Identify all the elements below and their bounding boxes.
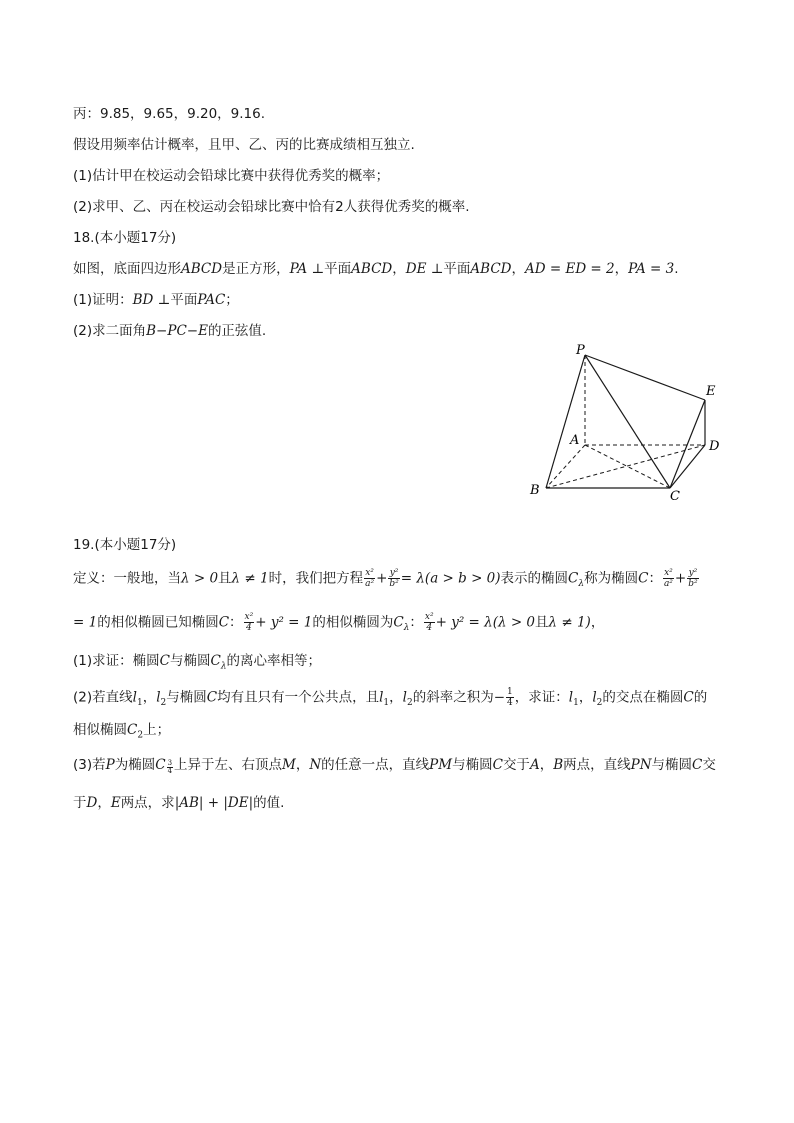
q19-def-text: 定义：一般地，当 — [73, 570, 181, 587]
label-C: C — [670, 489, 680, 504]
q19-def2-math: = 1 — [73, 614, 98, 631]
q18-p1-math: PAC — [197, 292, 226, 308]
q19-def2-math: + y² = 1 — [255, 614, 313, 631]
q19-def-math: C — [568, 570, 579, 587]
q19-def-text: 时，我们把方程 — [268, 570, 364, 587]
q19-p3-math: C — [492, 757, 503, 773]
q18-stem-math: PA ⊥ — [289, 261, 325, 277]
q19-p3-text: 上异于左、右顶点 — [174, 757, 283, 773]
q19-def2-text: 的相似椭圆为 — [312, 614, 394, 631]
q19-def-text: 称为椭圆 — [584, 570, 639, 587]
q17-assumption: 假设用频率估计概率，且甲、乙、丙的比赛成绩相互独立. — [73, 137, 415, 153]
q19-p3-math: C — [692, 757, 703, 773]
plus-sign: + — [674, 570, 687, 587]
edge-BD — [546, 445, 705, 488]
q19-p2b-text: 上； — [143, 722, 171, 738]
q19-p3-text: 与椭圆 — [651, 757, 693, 773]
numerator: 1 — [507, 687, 513, 697]
fraction — [663, 568, 674, 589]
q19-def2-math: + y² = λ(λ > 0 — [435, 614, 536, 631]
numerator: y² — [688, 568, 698, 578]
q18-part1 — [73, 290, 239, 310]
q17-part1: (1)估计甲在校运动会铅球比赛中获得优秀奖的概率； — [73, 168, 390, 184]
q19-p3-math: P — [105, 757, 115, 773]
q19-p3-math: B — [553, 757, 564, 773]
q18-stem-text: ， — [392, 261, 406, 277]
q18-stem — [73, 259, 679, 279]
q19-p2-math: C — [683, 689, 694, 706]
q19-p3-text: 与椭圆 — [452, 757, 493, 773]
edge-CE — [670, 400, 705, 488]
subscript: 2 — [596, 698, 603, 709]
q19-header: 19.(本小题17分) — [73, 537, 177, 553]
q19-def-text: ： — [648, 570, 662, 587]
q19-p3-text: 为椭圆 — [114, 757, 156, 773]
q19-p1-text: 的离心率相等； — [226, 653, 322, 669]
subscript: λ — [220, 661, 227, 672]
q19-p1-math: C — [210, 653, 221, 669]
q18-p1-text: ； — [225, 292, 239, 308]
subscript: 1 — [573, 698, 579, 709]
plus-sign: + — [376, 570, 388, 587]
subscript: 2 — [406, 698, 413, 709]
fraction-subscript — [167, 760, 173, 775]
q18-stem-math: ABCD — [470, 261, 512, 277]
q19-part2-cont — [73, 720, 170, 746]
q19-part1 — [73, 651, 321, 677]
q19-def2-text: ， — [590, 614, 605, 631]
q19-p3-text: ， — [539, 757, 554, 773]
label-D: D — [709, 439, 720, 454]
denominator: 4 — [246, 623, 252, 633]
q18-p2-text: 的正弦值. — [207, 323, 267, 339]
q19-p2-math: l — [402, 689, 407, 706]
fraction — [506, 687, 514, 708]
q19-p3b-text: ， — [97, 795, 111, 811]
denominator: a² — [365, 579, 375, 589]
q19-def2-text: 的相似椭圆已知椭圆 — [97, 614, 219, 631]
q18-stem-math: ABCD — [181, 261, 223, 277]
q19-p2-text: 均有且只有一个公共点，且 — [217, 689, 380, 706]
q18-stem-text: ， — [614, 261, 629, 277]
label-E: E — [706, 384, 716, 399]
q19-p3-text: 的任意一点，直线 — [321, 757, 430, 773]
q19-p2-math: l — [592, 689, 597, 706]
fraction — [687, 568, 698, 589]
subscript: λ — [403, 623, 410, 634]
fraction — [244, 612, 255, 633]
q19-p3-text: (3)若 — [73, 757, 106, 773]
q18-p1-text: (1)证明： — [73, 292, 133, 308]
q18-part2 — [73, 321, 266, 341]
q19-def-text: 且 — [218, 570, 232, 587]
subscript: 1 — [136, 698, 143, 709]
q18-stem-text: 平面 — [324, 261, 352, 277]
denominator: b² — [688, 579, 698, 589]
q19-p2-text: 的斜率之积为 — [412, 689, 494, 706]
numerator: y² — [389, 568, 399, 578]
q19-p2-text: ，求证： — [514, 689, 569, 706]
q19-definition — [73, 568, 700, 594]
q18-stem-text: 如图，底面四边形 — [73, 261, 181, 277]
q18-p1-text: 平面 — [170, 292, 198, 308]
numerator: x² — [365, 568, 374, 578]
q19-p3-math: M — [282, 757, 296, 773]
q19-p3-math: PM — [429, 757, 453, 773]
q19-def2-math: λ ≠ 1) — [548, 614, 591, 631]
q19-def-math: λ > 0 — [181, 570, 219, 587]
subscript: λ — [578, 579, 585, 590]
edge-PE — [585, 355, 705, 400]
q19-p3b-text: 两点，求 — [120, 795, 175, 811]
q19-def2-math: C — [393, 614, 404, 631]
q19-p2-text: 与椭圆 — [166, 689, 207, 706]
q19-p2-math: l — [379, 689, 384, 706]
q19-p3b-text: 的值. — [253, 795, 285, 811]
q19-p2-math: C — [206, 689, 218, 706]
q18-stem-text: 是正方形， — [222, 261, 290, 277]
subscript: 2 — [160, 698, 167, 709]
denominator: b² — [389, 579, 399, 589]
q19-part2 — [73, 687, 707, 713]
edge-CD — [670, 445, 705, 488]
q19-p2-text: ， — [142, 689, 157, 706]
q18-stem-text: . — [674, 261, 679, 277]
label-B: B — [530, 483, 540, 498]
q19-def2-text: ： — [229, 614, 243, 631]
q19-p2-text: ， — [578, 689, 593, 706]
q19-p2-text: 的 — [693, 689, 708, 706]
edge-PC — [585, 355, 670, 488]
q19-p2-text: 的交点在椭圆 — [602, 689, 684, 706]
q19-def2-math: C — [218, 614, 230, 631]
q19-p1-text: (1)求证：椭圆 — [73, 653, 160, 669]
numerator: x² — [664, 568, 673, 578]
q19-def-math: λ ≠ 1 — [231, 570, 269, 587]
denominator: 4 — [507, 698, 513, 708]
fraction — [388, 568, 399, 589]
q17-part2: (2)求甲、乙、丙在校运动会铅球比赛中恰有2人获得优秀奖的概率. — [73, 199, 470, 215]
numerator: 3 — [167, 759, 173, 767]
q19-p2-math: l — [568, 689, 574, 706]
q19-p3-math: N — [309, 757, 322, 773]
label-P: P — [576, 343, 585, 358]
q18-p2-text: (2)求二面角 — [73, 323, 147, 339]
fraction — [364, 568, 375, 589]
edge-PB — [546, 355, 585, 488]
q18-stem-math: AD = ED = 2 — [525, 261, 615, 277]
subscript: 1 — [383, 698, 390, 709]
q19-p3b-math: |AB| + |DE| — [174, 795, 254, 811]
q19-p1-math: C — [159, 653, 170, 669]
q19-p3-text: 两点，直线 — [563, 757, 631, 773]
q18-p1-math: BD ⊥ — [132, 292, 171, 308]
q19-def-text: 表示的椭圆 — [500, 570, 569, 587]
denominator: 4 — [167, 767, 173, 775]
q19-def2-text: 且 — [535, 614, 549, 631]
q19-p2b-text: 相似椭圆 — [73, 722, 127, 738]
q19-p2b-math: C — [127, 722, 138, 738]
q18-stem-text: 平面 — [443, 261, 471, 277]
q19-def-math: = λ(a > b > 0) — [400, 570, 501, 587]
q19-p1-text: 与椭圆 — [169, 653, 211, 669]
q19-p3b-math: D — [86, 795, 98, 811]
q18-stem-math: DE ⊥ — [405, 261, 444, 277]
minus-sign: − — [493, 689, 506, 706]
q18-stem-math: PA = 3 — [628, 261, 675, 277]
q19-def-math: C — [638, 570, 649, 587]
q19-part3 — [73, 755, 716, 775]
q18-stem-math: ABCD — [351, 261, 393, 277]
q18-header: 18.(本小题17分) — [73, 230, 177, 246]
numerator: x² — [424, 612, 434, 622]
q19-p2-text: (2)若直线 — [73, 689, 133, 706]
q19-p2-math: l — [132, 689, 137, 706]
q19-p3-math: A — [529, 757, 540, 773]
q19-p2-text: ， — [389, 689, 403, 706]
q19-p3-math: C — [155, 757, 166, 773]
q19-p3-math: PN — [630, 757, 652, 773]
pyramid-figure — [520, 340, 730, 510]
edge-AC — [585, 445, 670, 488]
subscript: 2 — [137, 730, 144, 741]
q19-p2-math: l — [156, 689, 161, 706]
q19-p3b-math: E — [110, 795, 121, 811]
q19-p3-text: 交 — [702, 757, 716, 773]
q19-part3-cont — [73, 793, 284, 813]
q19-p3b-text: 于 — [73, 795, 87, 811]
denominator: a² — [663, 579, 673, 589]
q18-p2-math: B−PC−E — [146, 323, 208, 339]
q19-def2-text: ： — [409, 614, 423, 631]
q19-definition-cont — [73, 612, 604, 638]
q18-stem-text: ， — [511, 261, 525, 277]
label-A: A — [570, 433, 580, 448]
q19-p3-text: 交于 — [502, 757, 530, 773]
q19-p3-text: ， — [295, 757, 310, 773]
fraction — [424, 612, 435, 633]
q17-bing-line: 丙：9.85，9.65，9.20，9.16. — [73, 106, 266, 122]
denominator: 4 — [426, 623, 433, 633]
numerator: x² — [244, 612, 254, 622]
